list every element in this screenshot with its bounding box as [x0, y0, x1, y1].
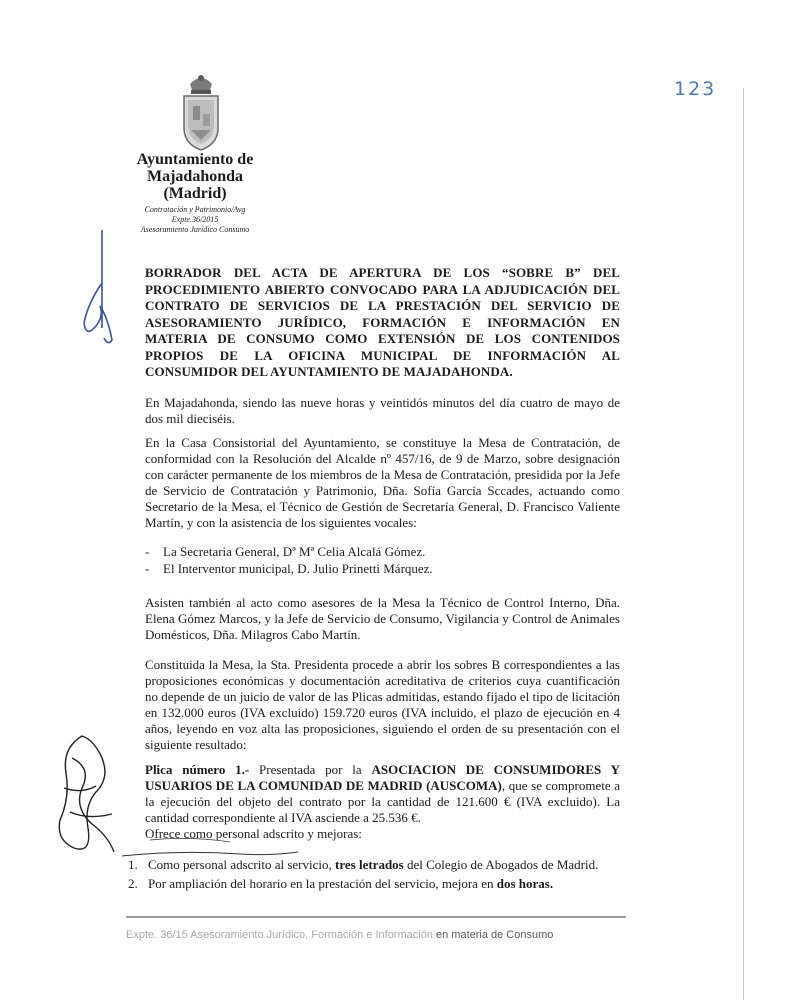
document-title: BORRADOR DEL ACTA DE APERTURA DE LOS “SOBRE B” DEL PROCEDIMIENTO ABIERTO CONVOCADO PARA LA ADJUDICACIÓN DEL CONTRATO DE SERVICIOS DE LA PRESTACIÓN DEL SERVICIO DE ASESORAMIENTO JURÍDICO, FORMACIÓN E INFORMACIÓN EN MATERIA DE CONSUMO COMO EXTENSIÓN DE LOS CONTENIDOS PROPIOS DE LA OFICINA MUNICIPAL DE INFORMACIÓN AL CONSUMIDOR DEL AYUNTAMIENTO DE MAJADAHONDA.: [145, 265, 620, 379]
item-text: Como personal adscrito al servicio,: [148, 857, 336, 872]
item-text: Por ampliación del horario en la prestación del servicio, mejora en: [148, 876, 497, 891]
paragraph-constitution: En la Casa Consistorial del Ayuntamiento, se constituye la Mesa de Contratación, de conformidad con la Resolución del Alcalde nº 457/16, de 9 de Marzo, sobre designación con carácter permanente de los miembros de la Mesa de Contratación, presidida por la Jefe de Servicio de Contratación y Patrimonio, Dña. Sofía García Sccades, actuando como Secretario de la Mesa, el Técnico de Gestión de Secretaría General, D. Francisco Valiente Martín, y con la asistencia de los siguientes vocales:: [145, 435, 620, 530]
paragraph-place-date: En Majadahonda, siendo las nueve horas y veintidós minutos del día cuatro de mayo de dos mil dieciséis.: [145, 395, 620, 426]
department: Contratación y Patrimonio/Avg: [144, 205, 246, 214]
footer-light-text: Expte. 36/15 Asesoramiento Jurídico, Formación e Información: [126, 929, 433, 941]
paragraph-advisors: Asisten también al acto como asesores de la Mesa la Técnico de Control Interno, Dña. Elena Gómez Marcos, y la Jefe de Servicio de Consumo, Vigilancia y Control de Animales Domésticos, Dña. Milagros Cabo Martín.: [145, 595, 620, 642]
improvements-list: [128, 857, 620, 895]
plica-offer: Ofrece como personal adscrito y mejoras:: [145, 826, 362, 841]
list-item: - La Secretaria General, Dª Mª Celia Alcalá Gómez.: [145, 544, 426, 559]
coat-of-arms-icon: [176, 70, 226, 152]
item-highlight: dos horas.: [496, 876, 554, 891]
plica-text-a: Presentada por la: [249, 762, 372, 777]
plica-text-b: , que se compromete a la ejecución del objeto del contrato por la cantidad de 121.600 € (IVA excluido). La cantidad correspondiente al IVA asciende a 25.536 €.: [145, 778, 620, 825]
list-item: [128, 876, 620, 892]
plica-label: Plica número 1.-: [145, 762, 250, 777]
list-item: [128, 857, 620, 873]
plica-entity: ASOCIACION DE CONSUMIDORES Y USUARIOS DE LA COMUNIDAD DE MADRID (AUSCOMA): [145, 762, 621, 793]
item-text-end: del Colegio de Abogados de Madrid.: [403, 857, 599, 872]
entity-line-1: Ayuntamiento de: [136, 151, 254, 168]
entity-name: [120, 151, 270, 202]
entity-line-3: (Madrid): [163, 185, 227, 202]
subject-line: Asesoramiento Jurídico Consumo: [140, 225, 250, 234]
item-number: 1.: [128, 857, 138, 872]
list-item: - El Interventor municipal, D. Julio Prinetti Márquez.: [145, 561, 433, 576]
vocal-2: El Interventor municipal, D. Julio Prinetti Márquez.: [163, 561, 433, 576]
item-highlight: tres letrados: [335, 857, 404, 872]
margin-initial-signature: [78, 228, 118, 358]
entity-details: [120, 205, 270, 235]
footer-rule: [126, 916, 626, 918]
page-number: 123: [674, 78, 717, 100]
item-number: 2.: [128, 876, 138, 891]
vocal-1: La Secretaria General, Dª Mª Celia Alcalá Gómez.: [163, 544, 426, 559]
page-right-edge: [743, 88, 744, 1000]
vocales-list: [145, 543, 620, 577]
entity-line-2: Majadahonda: [146, 168, 244, 185]
file-reference: Expte.36/2015: [171, 215, 219, 224]
plica-1-paragraph: [145, 762, 620, 826]
paragraph-opening: Constituida la Mesa, la Sta. Presidenta procede a abrir los sobres B correspondientes a las proposiciones económicas y documentación acreditativa de criterios cuya cuantificación no depende de un juicio de valor de las Plicas admitidas, estando fijado el tipo de licitación en 132.000 euros (IVA excluido) 159.720 euros (IVA incluido, el plazo de ejecución en 4 años, leyendo en voz alta las proposiciones, siguiendo el orden de su presentación con el siguiente resultado:: [145, 657, 620, 752]
page-footer: [126, 929, 553, 941]
handwritten-underline: [120, 832, 300, 860]
footer-dark-text: en materia de Consumo: [432, 929, 554, 941]
